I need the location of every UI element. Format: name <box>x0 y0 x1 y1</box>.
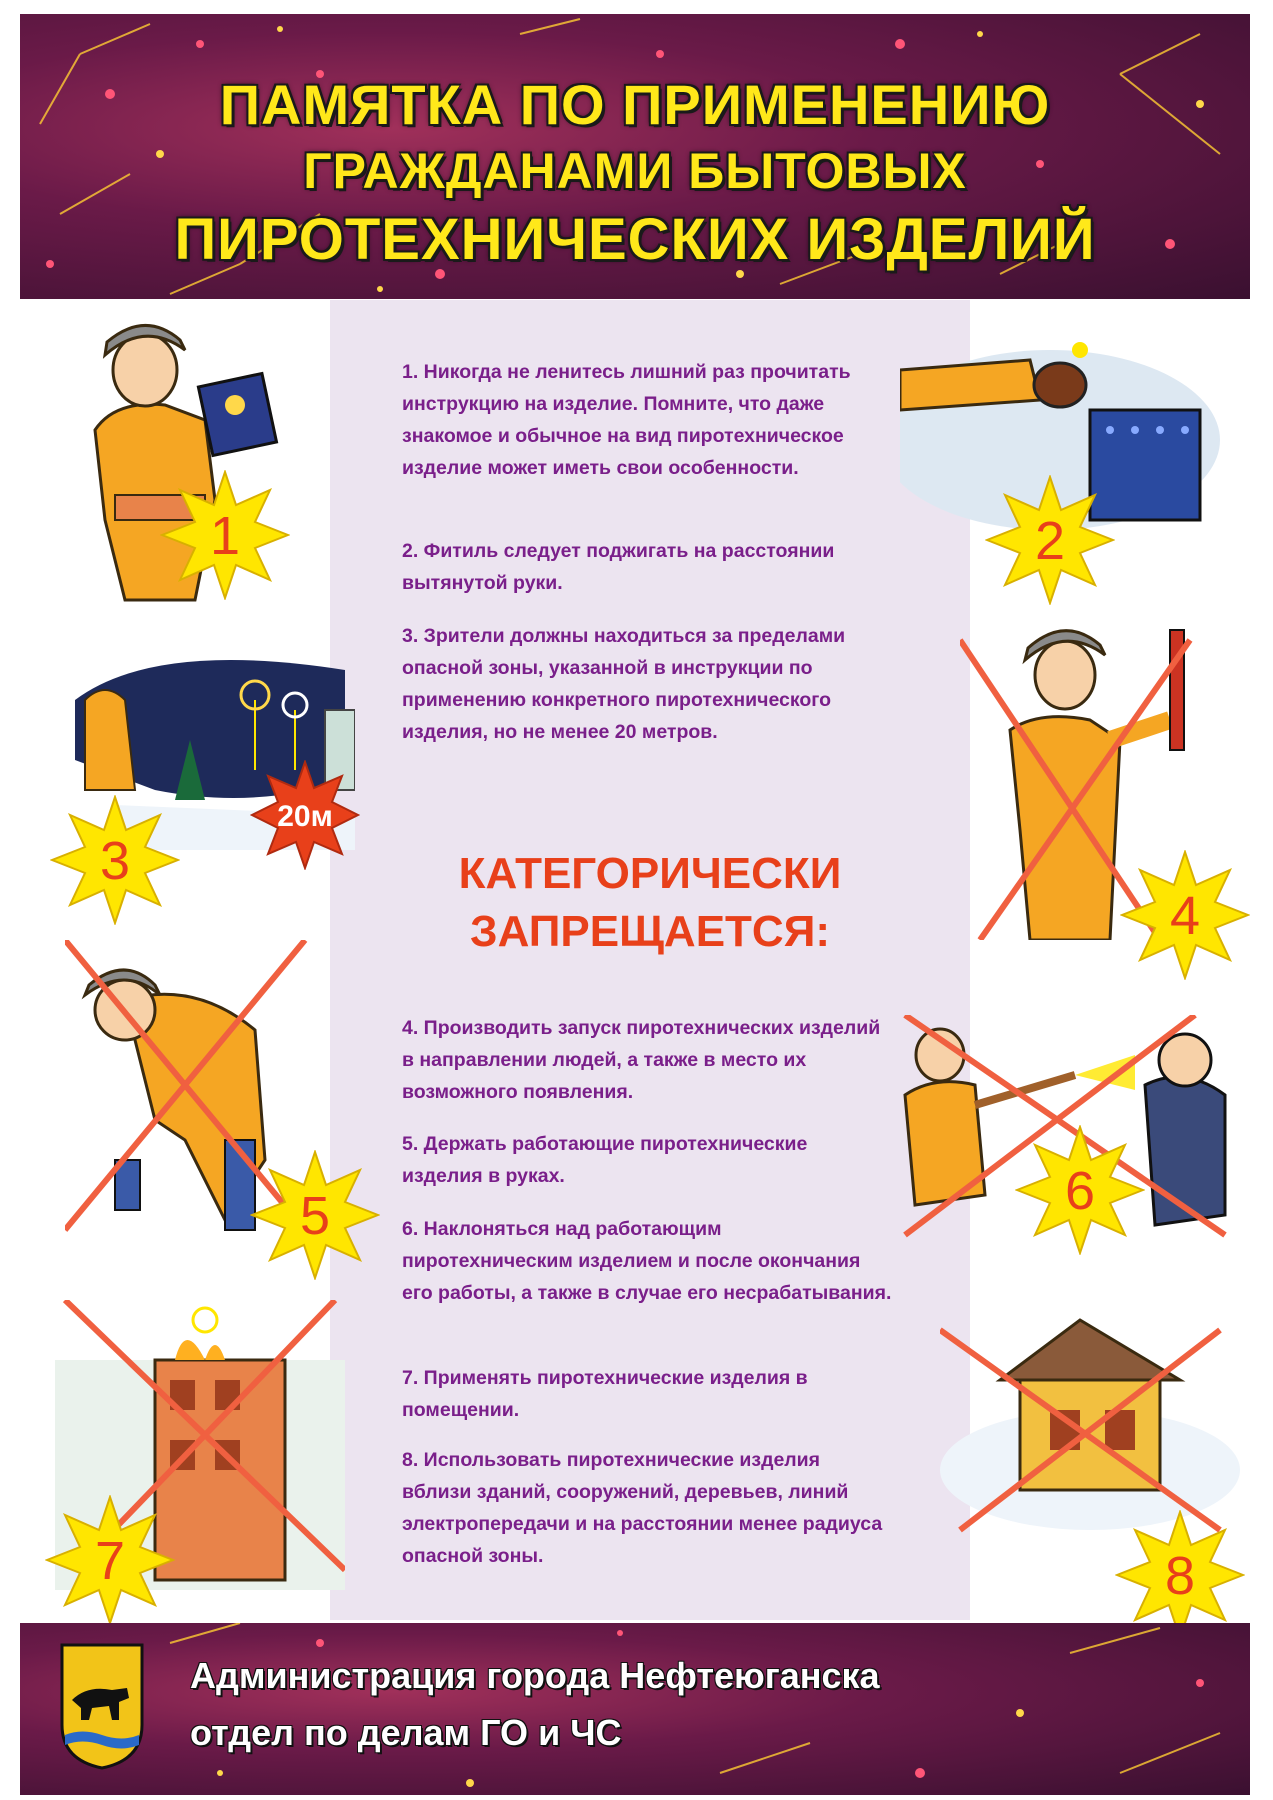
coat-of-arms-emblem <box>57 1640 147 1770</box>
title-line-2: ГРАЖДАНАМИ БЫТОВЫХ <box>303 143 967 199</box>
badge-5 <box>250 1150 380 1280</box>
badge-5-label: 5 <box>299 1186 331 1246</box>
badge-6-label: 6 <box>1064 1161 1096 1221</box>
warning-line-1: КАТЕГОРИЧЕСКИ <box>458 849 842 898</box>
badge-6 <box>1015 1125 1145 1255</box>
title-line-1: ПАМЯТКА ПО ПРИМЕНЕНИЮ <box>219 73 1051 136</box>
footer-line-2: отдел по делам ГО и ЧС <box>190 1712 622 1753</box>
prohibition-7: 7. Применять пиротехнические изделия в помещении. <box>402 1367 808 1421</box>
fireworks-background <box>20 1623 1250 1795</box>
badge-8-label: 8 <box>1164 1546 1196 1606</box>
badge-2-label: 2 <box>1034 511 1066 571</box>
badge-3-label: 3 <box>99 831 131 891</box>
warning-line-2: ЗАПРЕЩАЕТСЯ: <box>470 907 830 956</box>
rule-2: 2. Фитиль следует поджигать на расстоянии вытянутой руки. <box>402 540 835 594</box>
prohibition-4: 4. Производить запуск пиротехнических изделий в направлении людей, а также в место их возможного появления. <box>402 1017 881 1103</box>
prohibition-6: 6. Наклоняться над работающим пиротехническим изделием и после окончания его работы, а также в случае его несрабатывания. <box>402 1218 892 1304</box>
badge-1-label: 1 <box>209 506 241 566</box>
rule-1: 1. Никогда не ленитесь лишний раз прочитать инструкцию на изделие. Помните, что даже знакомое и обычное на вид пиротехническое изделие может иметь свои особенности. <box>402 361 851 479</box>
distance-label: 20м <box>277 800 333 833</box>
distance-badge <box>250 760 360 870</box>
header-banner <box>20 14 1250 299</box>
badge-4 <box>1120 850 1250 980</box>
badge-8 <box>1115 1510 1245 1640</box>
rule-3: 3. Зрители должны находиться за пределами опасной зоны, указанной в инструкции по применению конкретного пиротехнического изделия, но не менее 20 метров. <box>402 625 846 743</box>
badge-7 <box>45 1495 175 1625</box>
prohibition-5: 5. Держать работающие пиротехнические изделия в руках. <box>402 1133 808 1187</box>
illustration-near-buildings <box>940 1310 1240 1540</box>
title-line-3: ПИРОТЕХНИЧЕСКИХ ИЗДЕЛИЙ <box>174 207 1096 272</box>
badge-1 <box>160 470 290 600</box>
footer-banner <box>20 1623 1250 1795</box>
badge-3 <box>50 795 180 925</box>
badge-2 <box>985 475 1115 605</box>
badge-7-label: 7 <box>94 1531 126 1591</box>
footer-line-1: Администрация города Нефтеюганска <box>190 1655 880 1696</box>
prohibition-8: 8. Использовать пиротехнические изделия вблизи зданий, сооружений, деревьев, линий электропередачи и на расстоянии менее радиуса опасной зоны. <box>402 1449 883 1567</box>
badge-4-label: 4 <box>1169 886 1201 946</box>
